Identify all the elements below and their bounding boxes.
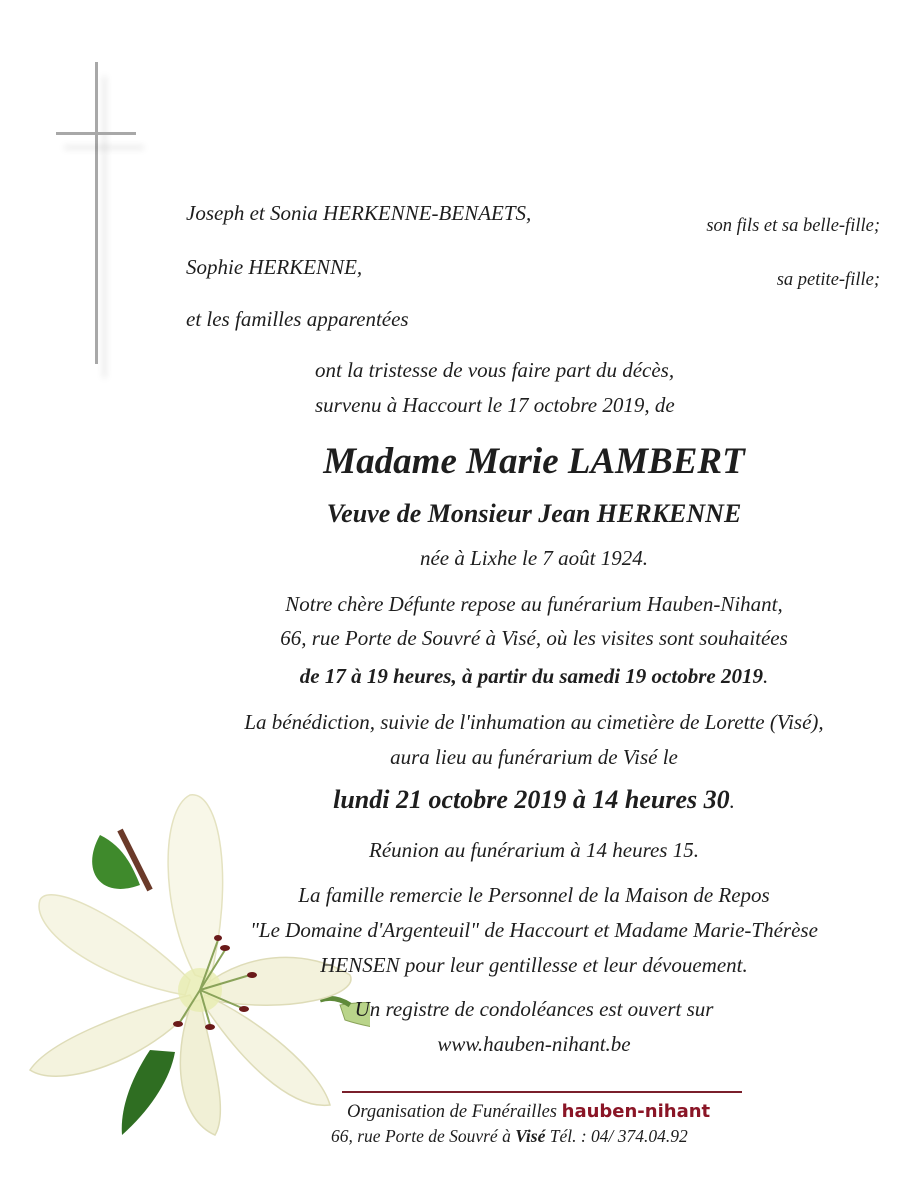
visitation-line-2: 66, rue Porte de Souvré à Visé, où les visites sont souhaitées	[280, 626, 788, 650]
ceremony-date	[75, 785, 918, 815]
footer-divider	[342, 1091, 742, 1093]
deceased-birth: née à Lixhe le 7 août 1924.	[419, 546, 649, 570]
announcement-line-2: survenu à Haccourt le 17 octobre 2019, de	[315, 393, 675, 417]
ceremony-date-period: .	[729, 789, 735, 813]
family-relation-1: son fils et sa belle-fille;	[706, 216, 880, 236]
ceremony-meeting: Réunion au funérarium à 14 heures 15.	[369, 838, 699, 862]
cross-vertical-bar	[95, 62, 98, 364]
announcement-line-1: ont la tristesse de vous faire part du décès,	[315, 358, 675, 382]
deceased-name: Madame Marie LAMBERT	[323, 441, 745, 482]
family-name-3: et les familles apparentées	[186, 307, 409, 331]
footer-address	[331, 1126, 688, 1147]
footer-phone: Tél. : 04/ 374.04.92	[549, 1126, 688, 1146]
thanks-line-3: HENSEN pour leur gentillesse et leur dévouement.	[320, 953, 748, 977]
brand-logo: hauben-nihant	[561, 1101, 711, 1122]
cross-horizontal-bar	[56, 132, 136, 135]
footer-address-city: Visé	[515, 1126, 546, 1146]
footer-address-street: 66, rue Porte de Souvré à	[331, 1126, 511, 1146]
family-name-2: Sophie HERKENNE,	[186, 255, 363, 279]
visitation-hours	[75, 664, 918, 689]
footer-org-prefix: Organisation de Funérailles	[347, 1102, 557, 1122]
ceremony-line-1: La bénédiction, suivie de l'inhumation au cimetière de Lorette (Visé),	[244, 710, 824, 734]
visitation-line-1: Notre chère Défunte repose au funérarium Hauben-Nihant,	[285, 592, 783, 616]
ceremony-line-2: aura lieu au funérarium de Visé le	[390, 745, 678, 769]
ceremony-date-text: lundi 21 octobre 2019 à 14 heures 30	[333, 785, 730, 814]
visitation-hours-period: .	[762, 664, 769, 688]
registry-line: Un registre de condoléances est ouvert sur	[354, 997, 714, 1021]
thanks-line-1: La famille remercie le Personnel de la Maison de Repos	[298, 883, 770, 907]
deceased-title: Veuve de Monsieur Jean HERKENNE	[326, 499, 742, 528]
thanks-line-2: "Le Domaine d'Argenteuil" de Haccourt et Madame Marie-Thérèse	[250, 918, 818, 942]
registry-url[interactable]: www.hauben-nihant.be	[437, 1032, 631, 1056]
visitation-hours-text: de 17 à 19 heures, à partir du samedi 19 octobre 2019	[299, 664, 763, 688]
family-name-1: Joseph et Sonia HERKENNE-BENAETS,	[186, 201, 532, 225]
footer-organisation	[347, 1101, 710, 1123]
family-relation-2: sa petite-fille;	[776, 270, 880, 290]
